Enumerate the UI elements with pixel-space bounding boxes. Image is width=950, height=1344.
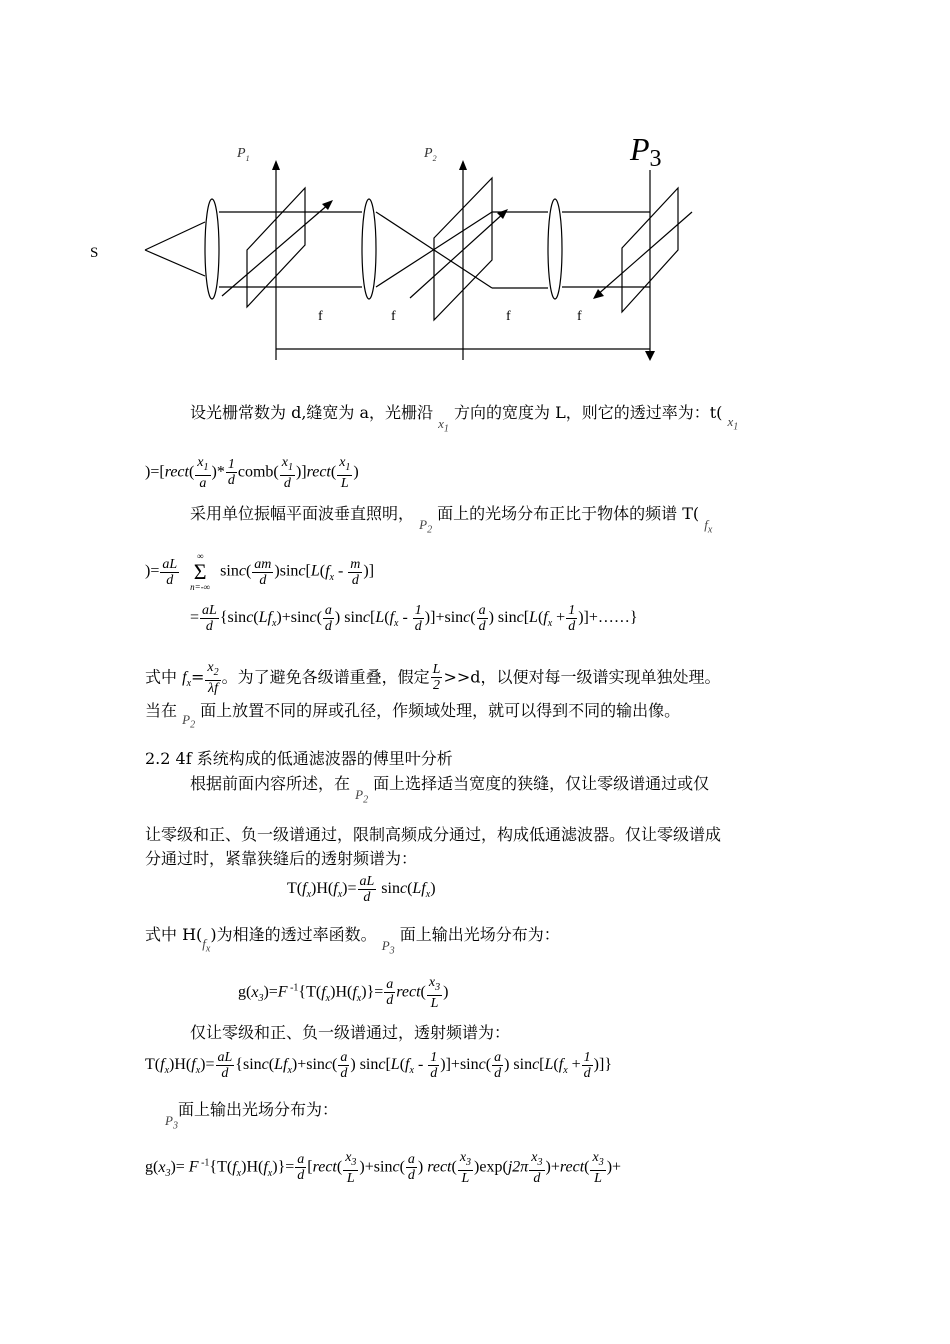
paragraph-1: 设光栅常数为 d,缝宽为 a，光栅沿 $_{x_1}$ 方向的宽度为 L，则它的透过率为：t( $_{x_1}$ xyxy=(190,403,739,435)
4f-system-diagram xyxy=(0,120,950,370)
p3-label: P3 xyxy=(630,131,662,172)
spectrum-formula-2: = $\frac{aL}{d}$ {$\sin c(Lf_x)+\sin c$( $\frac{a}{d}$ ) $\sin c[L(f_x$ - $\frac{1}{d}$ )]+sinc( $\frac{a}{d}$ ) $\sin c[L(f_x$ + $\frac{1}{d}$ )]+……} xyxy=(190,603,638,634)
paragraph-6: 让零级和正、负一级谱通过，限制高频成分通过，构成低通滤波器。仅让零级谱成 xyxy=(145,825,722,844)
focal-label: f xyxy=(577,309,582,324)
spectrum-formula-1: )= $\frac{aL}{d}$ ∞ Σ n=-∞ sinc( $\frac{am}{d}$ )$\sin c[L(f_x$ - $\frac{m}{d}$ )] xyxy=(145,551,375,592)
paragraph-5: 根据前面内容所述，在 $_{P_2}$ 面上选择适当宽度的狭缝，仅让零级谱通过或仅 xyxy=(190,774,710,806)
paragraph-4: 当在 $_{P_2}$ 面上放置不同的屏或孔径，作频域处理，就可以得到不同的输出像。 xyxy=(145,701,681,731)
paragraph-7: 分通过时，紧靠狭缝后的透射频谱为： xyxy=(145,849,418,868)
section-title: 2.2 4f 系统构成的低通滤波器的傅里叶分析 xyxy=(145,749,453,768)
zero-order-spectrum: $T(f_x)H(f_x)=$ $\frac{aL}{d}$ $\sin c(Lf_x)$ xyxy=(287,874,436,905)
output-field-zero-order: $g(x_3)=F$ $^{-1}\{T(f_x)H(f_x)\}=$ $\frac{a}{d}$ rect( $\frac{x_3}{L}$ ) xyxy=(238,975,449,1011)
focal-label: f xyxy=(391,309,396,324)
paragraph-8: 式中 $H(_{f_x})$为相逢的透过率函数。 $_{P_3}$ 面上输出光场分布为： xyxy=(145,925,560,957)
paragraph-2: 采用单位振幅平面波垂直照明， $_{P_2}$ 面上的光场分布正比于物体的频谱 T( $_{f_x}$ xyxy=(190,504,713,536)
paragraph-3: 式中 $f_x=$ $\frac{x_2}{\lambda f}$ 。为了避免各级谱重叠，假定 $\frac{L}{2}$ >>d，以便对每一级谱实现单独处理。 xyxy=(145,660,721,696)
p2-label: $P_2$ xyxy=(424,146,437,163)
output-field-first-order: $g(x_3)= F$ $^{-1}\{T(f_x)H(f_x)\}=$ $\frac{a}{d}$ [rect( $\frac{x_3}{L}$ )+sinc( $\frac{a}{d}$ ) rect( $\frac{x_3}{L}$ )exp(j2π $\frac{x_3}{d}$ )+rect( $\frac{x_3}{L}$ )+ xyxy=(145,1150,622,1186)
transmittance-formula: )=[rect( $\frac{x_1}{a}$ )* $\frac{1}{d}$ comb( $\frac{x_1}{d}$ )]rect( $\frac{x_1}{L}$ ) xyxy=(145,455,359,491)
focal-label: f xyxy=(318,309,323,324)
first-order-spectrum: $T(f_x)H(f_x)=$ $\frac{aL}{d}$ {$\sin c(Lf_x)+\sin c$( $\frac{a}{d}$ ) $\sin c[L(f_x$ - $\frac{1}{d}$ )]+sinc( $\frac{a}{d}$ ) $\sin c[L(f_x$ + $\frac{1}{d}$ )]} xyxy=(145,1050,613,1081)
p1-label: $P_1$ xyxy=(237,146,250,163)
focal-label: f xyxy=(506,309,511,324)
paragraph-10: $_{P_3}$面上输出光场分布为： xyxy=(165,1100,338,1132)
source-label: S xyxy=(90,245,99,261)
paragraph-9: 仅让零级和正、负一级谱通过，透射频谱为： xyxy=(190,1023,511,1042)
